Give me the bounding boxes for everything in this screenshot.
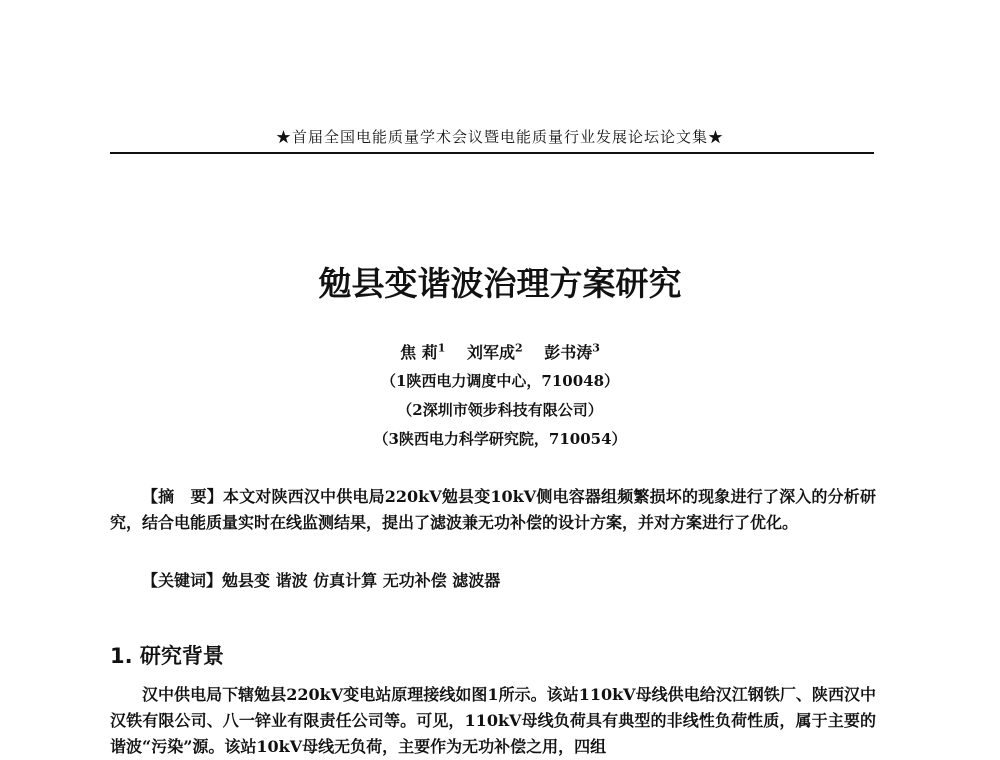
author-superscript: 3 <box>592 341 600 355</box>
author-3 <box>544 343 600 362</box>
section-heading: 1. 研究背景 <box>110 644 224 668</box>
author-2 <box>467 343 523 362</box>
keywords <box>110 568 876 594</box>
abstract-label: 【摘 要】 <box>142 487 223 506</box>
abstract <box>110 484 876 536</box>
keywords-label: 【关键词】 <box>142 571 223 590</box>
paper-title: 勉县变谐波治理方案研究 <box>318 264 682 303</box>
affiliation-1: （1陕西电力调度中心，710048） <box>380 372 620 390</box>
running-header: ★首届全国电能质量学术会议暨电能质量行业发展论坛论文集★ <box>275 128 724 146</box>
author-1 <box>400 343 445 362</box>
affiliation-2: （2深圳市领步科技有限公司） <box>397 401 603 419</box>
author-superscript: 1 <box>437 341 446 355</box>
author-superscript: 2 <box>514 341 523 355</box>
section-paragraph: 汉中供电局下辖勉县220kV变电站原理接线如图1所示。该站110kV母线供电给汉江钢铁厂、陕西汉中汉铁有限公司、八一锌业有限责任公司等。可见，110kV母线负荷具有典型的非线性负荷性质，属于主要的谐波“污染”源。该站10kV母线无负荷，主要作为无功补偿之用，四组 <box>110 685 876 756</box>
keywords-text: 勉县变 谐波 仿真计算 无功补偿 滤波器 <box>222 571 501 590</box>
affiliation-3: （3陕西电力科学研究院，710054） <box>373 430 627 448</box>
author-name: 刘军成 <box>466 343 515 362</box>
header-rule <box>110 152 874 154</box>
author-list <box>0 340 1000 363</box>
abstract-text: 本文对陕西汉中供电局220kV勉县变10kV侧电容器组频繁损坏的现象进行了深入的分析研究，结合电能质量实时在线监测结果，提出了滤波兼无功补偿的设计方案，并对方案进行了优化。 <box>110 487 876 532</box>
author-name: 彭书涛 <box>544 343 593 362</box>
author-name: 焦 莉 <box>400 343 438 362</box>
